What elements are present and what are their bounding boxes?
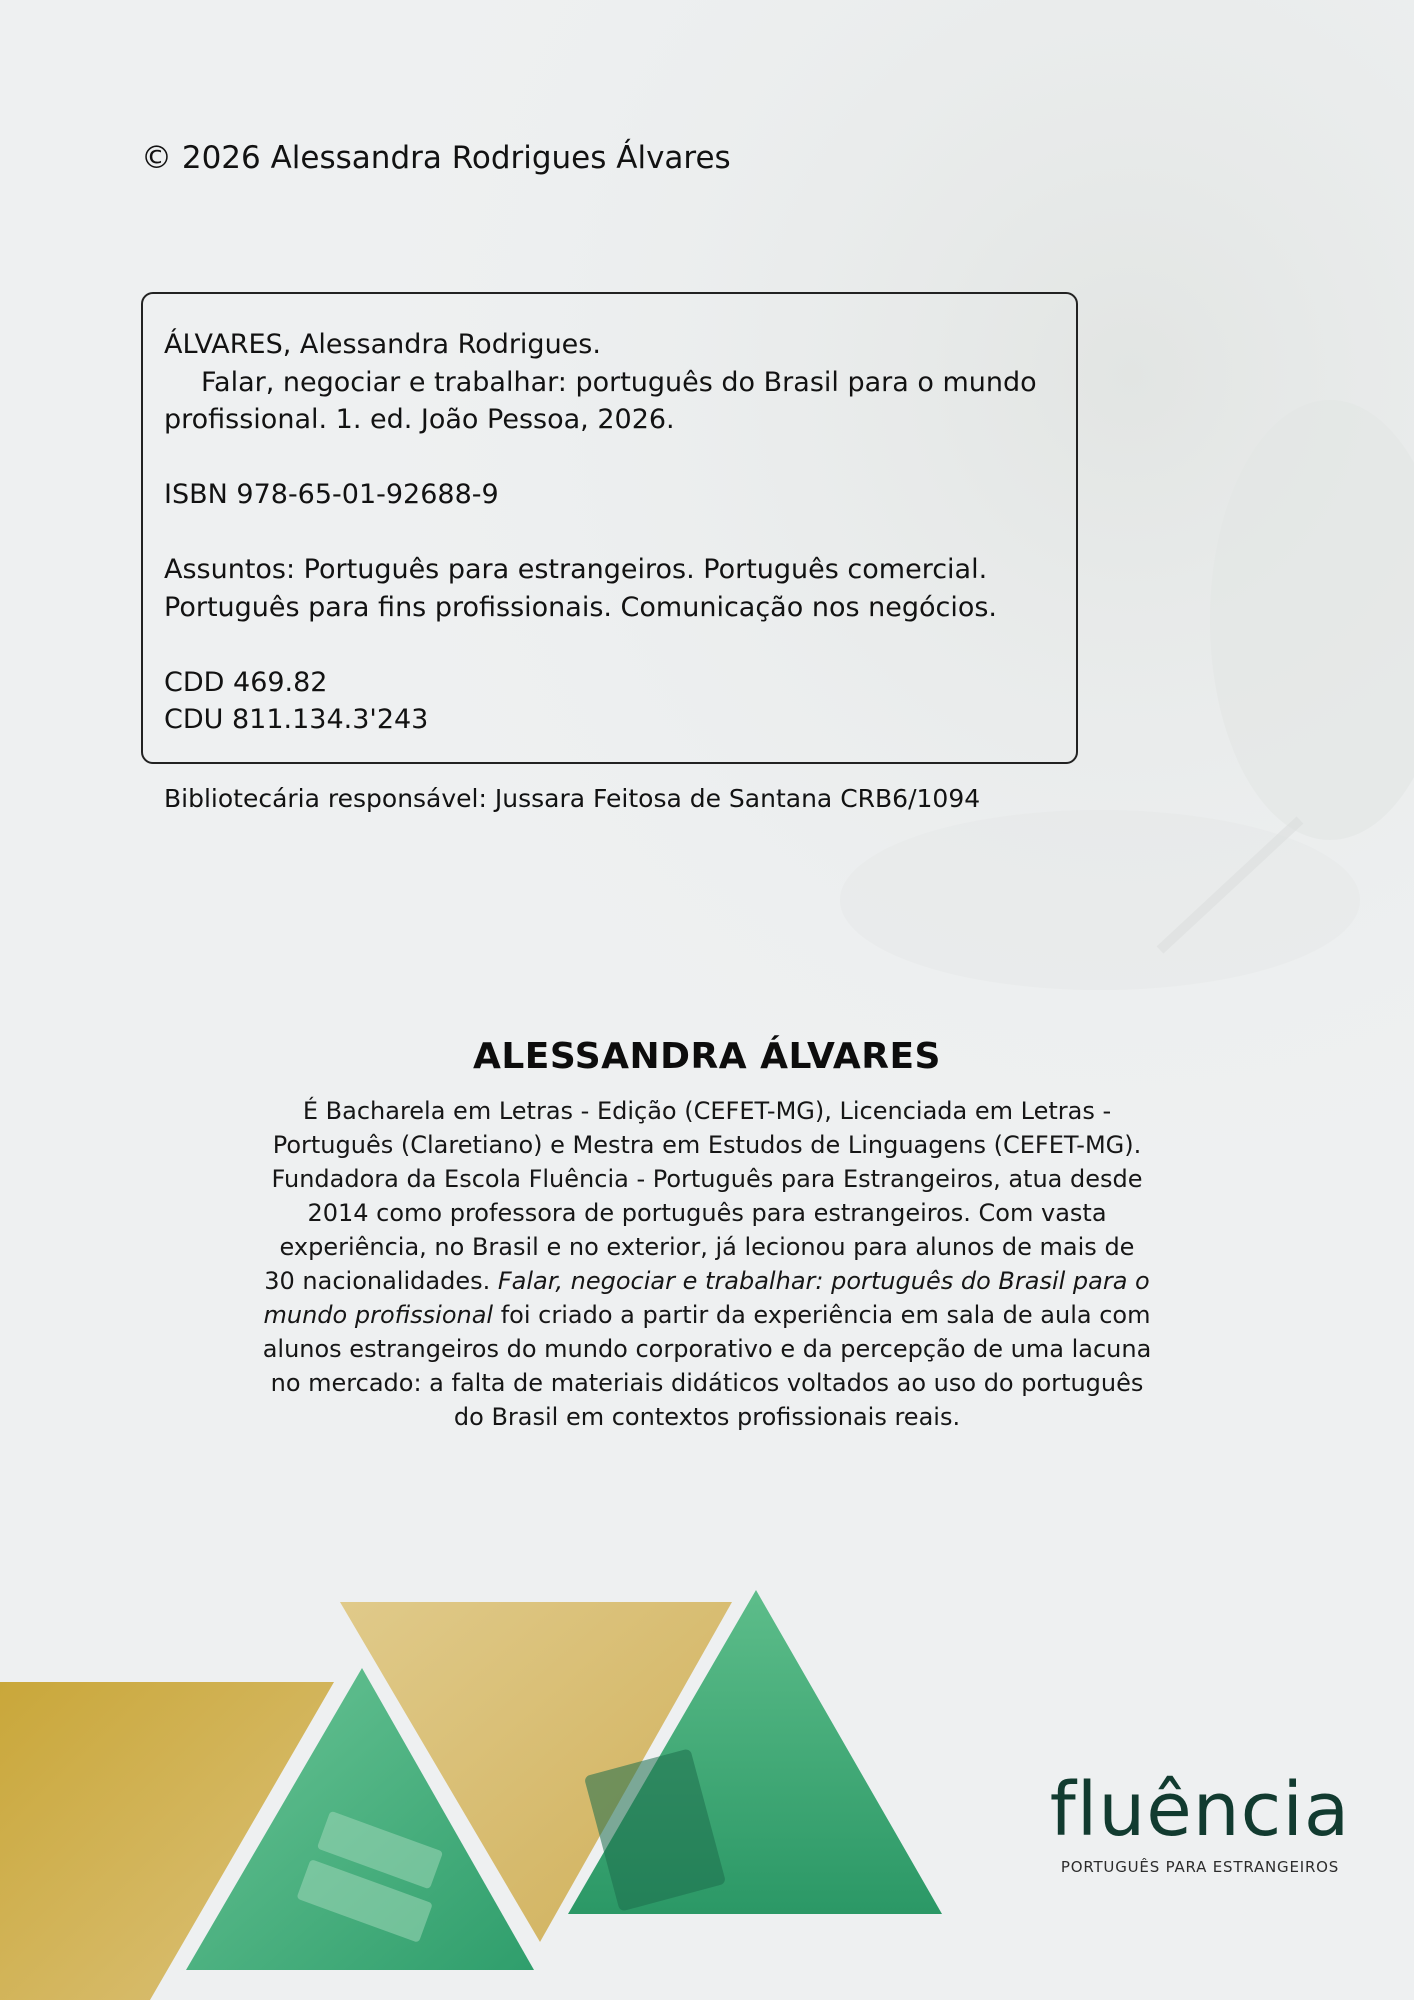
bio-book-title: Falar, negociar e trabalhar: português do Brasil para o mundo profissional (263, 1267, 1150, 1329)
cataloging-record (141, 292, 1078, 764)
catalog-cdd: CDD 469.82 (164, 666, 328, 698)
author-heading: ALESSANDRA ÁLVARES (473, 1036, 941, 1077)
author-bio (262, 1094, 1152, 1434)
catalog-subjects: Assuntos: Português para estrangeiros. Português comercial. Português para fins profissionais. Comunicação nos negócios. (164, 554, 998, 623)
librarian-credit: Bibliotecária responsável: Jussara Feitosa de Santana CRB6/1094 (164, 784, 981, 813)
logo-wordmark: fluência (1049, 1767, 1351, 1853)
catalog-isbn: ISBN 978-65-01-92688-9 (164, 479, 499, 510)
bio-outro: foi criado a partir da experiência em sala de aula com alunos estrangeiros do mundo corporativo e da percepção de uma lacuna no mercado: a falta de materiais didáticos voltados ao uso do português do Brasil em contextos profissionais reais. (262, 1301, 1152, 1431)
catalog-title-entry: Falar, negociar e trabalhar: português do Brasil para o mundo profissional. 1. ed. João Pessoa, 2026. (164, 366, 1037, 435)
fluencia-logo (1020, 1767, 1380, 1876)
logo-tagline: PORTUGUÊS PARA ESTRANGEIROS (1060, 1858, 1340, 1876)
copyright-notice: © 2026 Alessandra Rodrigues Álvares (141, 140, 731, 176)
bio-intro: É Bacharela em Letras - Edição (CEFET-MG), Licenciada em Letras - Português (Claretiano) e Mestra em Estudos de Linguagens (CEFET-MG). Fundadora da Escola Fluência - Português para Estrangeiros, atua desde 2014 como professora de português para estrangeiros. Com vasta experiência, no Brasil e no exterior, já lecionou para alunos de mais de 30 nacionalidades. (264, 1097, 1143, 1295)
catalog-author-entry: ÁLVARES, Alessandra Rodrigues. (164, 329, 601, 360)
catalog-cdu: CDU 811.134.3'243 (164, 704, 429, 735)
